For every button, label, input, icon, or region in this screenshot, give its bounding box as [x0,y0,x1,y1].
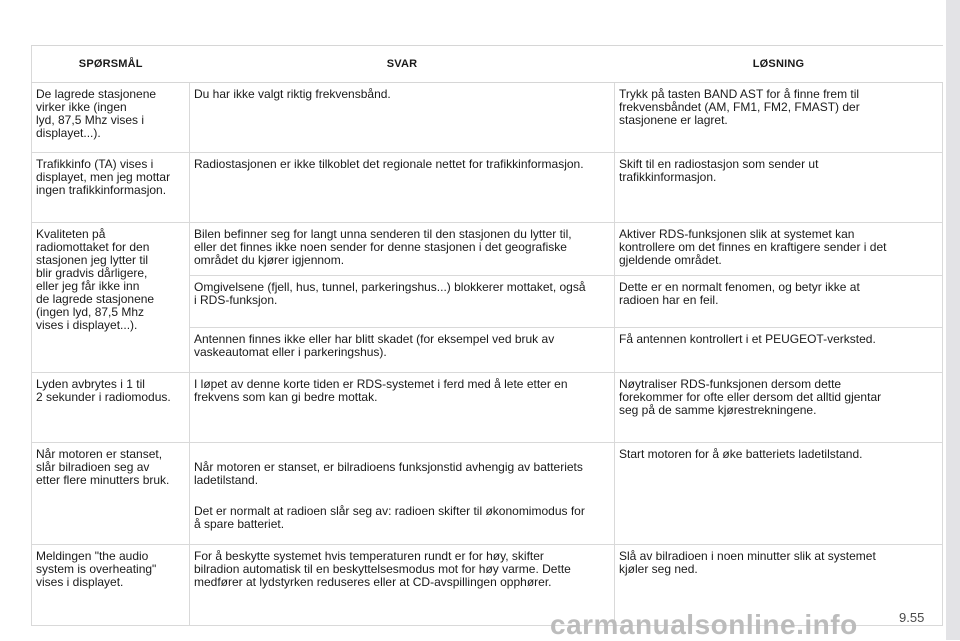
table-header-row [32,46,943,83]
solution-cell: Nøytraliser RDS-funksjonen dersom dette forekommer for ofte eller dersom det alltid gjentar seg på de samme kjørestrekningene. [615,373,943,443]
question-cell: De lagrede stasjonene virker ikke (ingen lyd, 87,5 Mhz vises i displayet...). [32,83,190,153]
solution-cell: Skift til en radiostasjon som sender ut trafikkinformasjon. [615,153,943,223]
header-solution: LØSNING [615,46,943,83]
question-cell: Når motoren er stanset, slår bilradioen seg av etter flere minutters bruk. [32,443,190,545]
question-cell: Trafikkinfo (TA) vises i displayet, men jeg mottar ingen trafikkinformasjon. [32,153,190,223]
header-answer: SVAR [190,46,615,83]
page-edge-bar [946,0,960,640]
table-row [32,373,943,443]
answer-cell: Du har ikke valgt riktig frekvensbånd. [190,83,615,153]
troubleshooting-table [31,45,943,626]
table-row [32,443,943,545]
solution-cell: Trykk på tasten BAND AST for å finne frem til frekvensbåndet (AM, FM1, FM2, FMAST) der stasjonene er lagret. [615,83,943,153]
answer-cell: For å beskytte systemet hvis temperaturen rundt er for høy, skifter bilradion automatisk til en beskyttelsesmodus mot for høy varme. Dette medfører at lydstyrken reduseres eller at CD-avspillingen opphører. [190,545,615,626]
question-cell: Kvaliteten på radiomottaket for den stasjonen jeg lytter til blir gradvis dårligere, eller jeg får ikke inn de lagrede stasjonene (ingen lyd, 87,5 Mhz vises i displayet...). [32,223,190,373]
solution-cell: Start motoren for å øke batteriets ladetilstand. [615,443,943,545]
answer-cell: Omgivelsene (fjell, hus, tunnel, parkeringshus...) blokkerer mottaket, også i RDS-funksjon. [190,276,615,328]
solution-cell: Få antennen kontrollert i et PEUGEOT-verksted. [615,328,943,373]
answer-paragraph: Når motoren er stanset, er bilradioens funksjonstid avhengig av batteriets ladetilstand. [194,460,583,487]
solution-cell: Slå av bilradioen i noen minutter slik at systemet kjøler seg ned. [615,545,943,626]
answer-cell: Radiostasjonen er ikke tilkoblet det regionale nettet for trafikkinformasjon. [190,153,615,223]
solution-cell: Aktiver RDS-funksjonen slik at systemet kan kontrollere om det finnes en kraftigere sender i det gjeldende området. [615,223,943,276]
answer-cell: I løpet av denne korte tiden er RDS-systemet i ferd med å lete etter en frekvens som kan gi bedre mottak. [190,373,615,443]
answer-cell [190,443,615,545]
answer-cell: Antennen finnes ikke eller har blitt skadet (for eksempel ved bruk av vaskeautomat eller i parkeringshus). [190,328,615,373]
header-question: SPØRSMÅL [32,46,190,83]
table-row [32,153,943,223]
solution-cell: Dette er en normalt fenomen, og betyr ikke at radioen har en feil. [615,276,943,328]
table-row [32,83,943,153]
watermark: carmanualsonline.info [550,609,858,640]
answer-cell: Bilen befinner seg for langt unna senderen til den stasjonen du lytter til, eller det finnes ikke noen sender for denne stasjonen i det geografiske området du kjører igjennom. [190,223,615,276]
question-cell: Lyden avbrytes i 1 til 2 sekunder i radiomodus. [32,373,190,443]
question-cell: Meldingen "the audio system is overheating" vises i displayet. [32,545,190,626]
page-number: 9.55 [899,610,925,625]
table-row [32,223,943,276]
answer-paragraph: Det er normalt at radioen slår seg av: radioen skifter til økonomimodus for å spare batteriet. [194,504,585,531]
